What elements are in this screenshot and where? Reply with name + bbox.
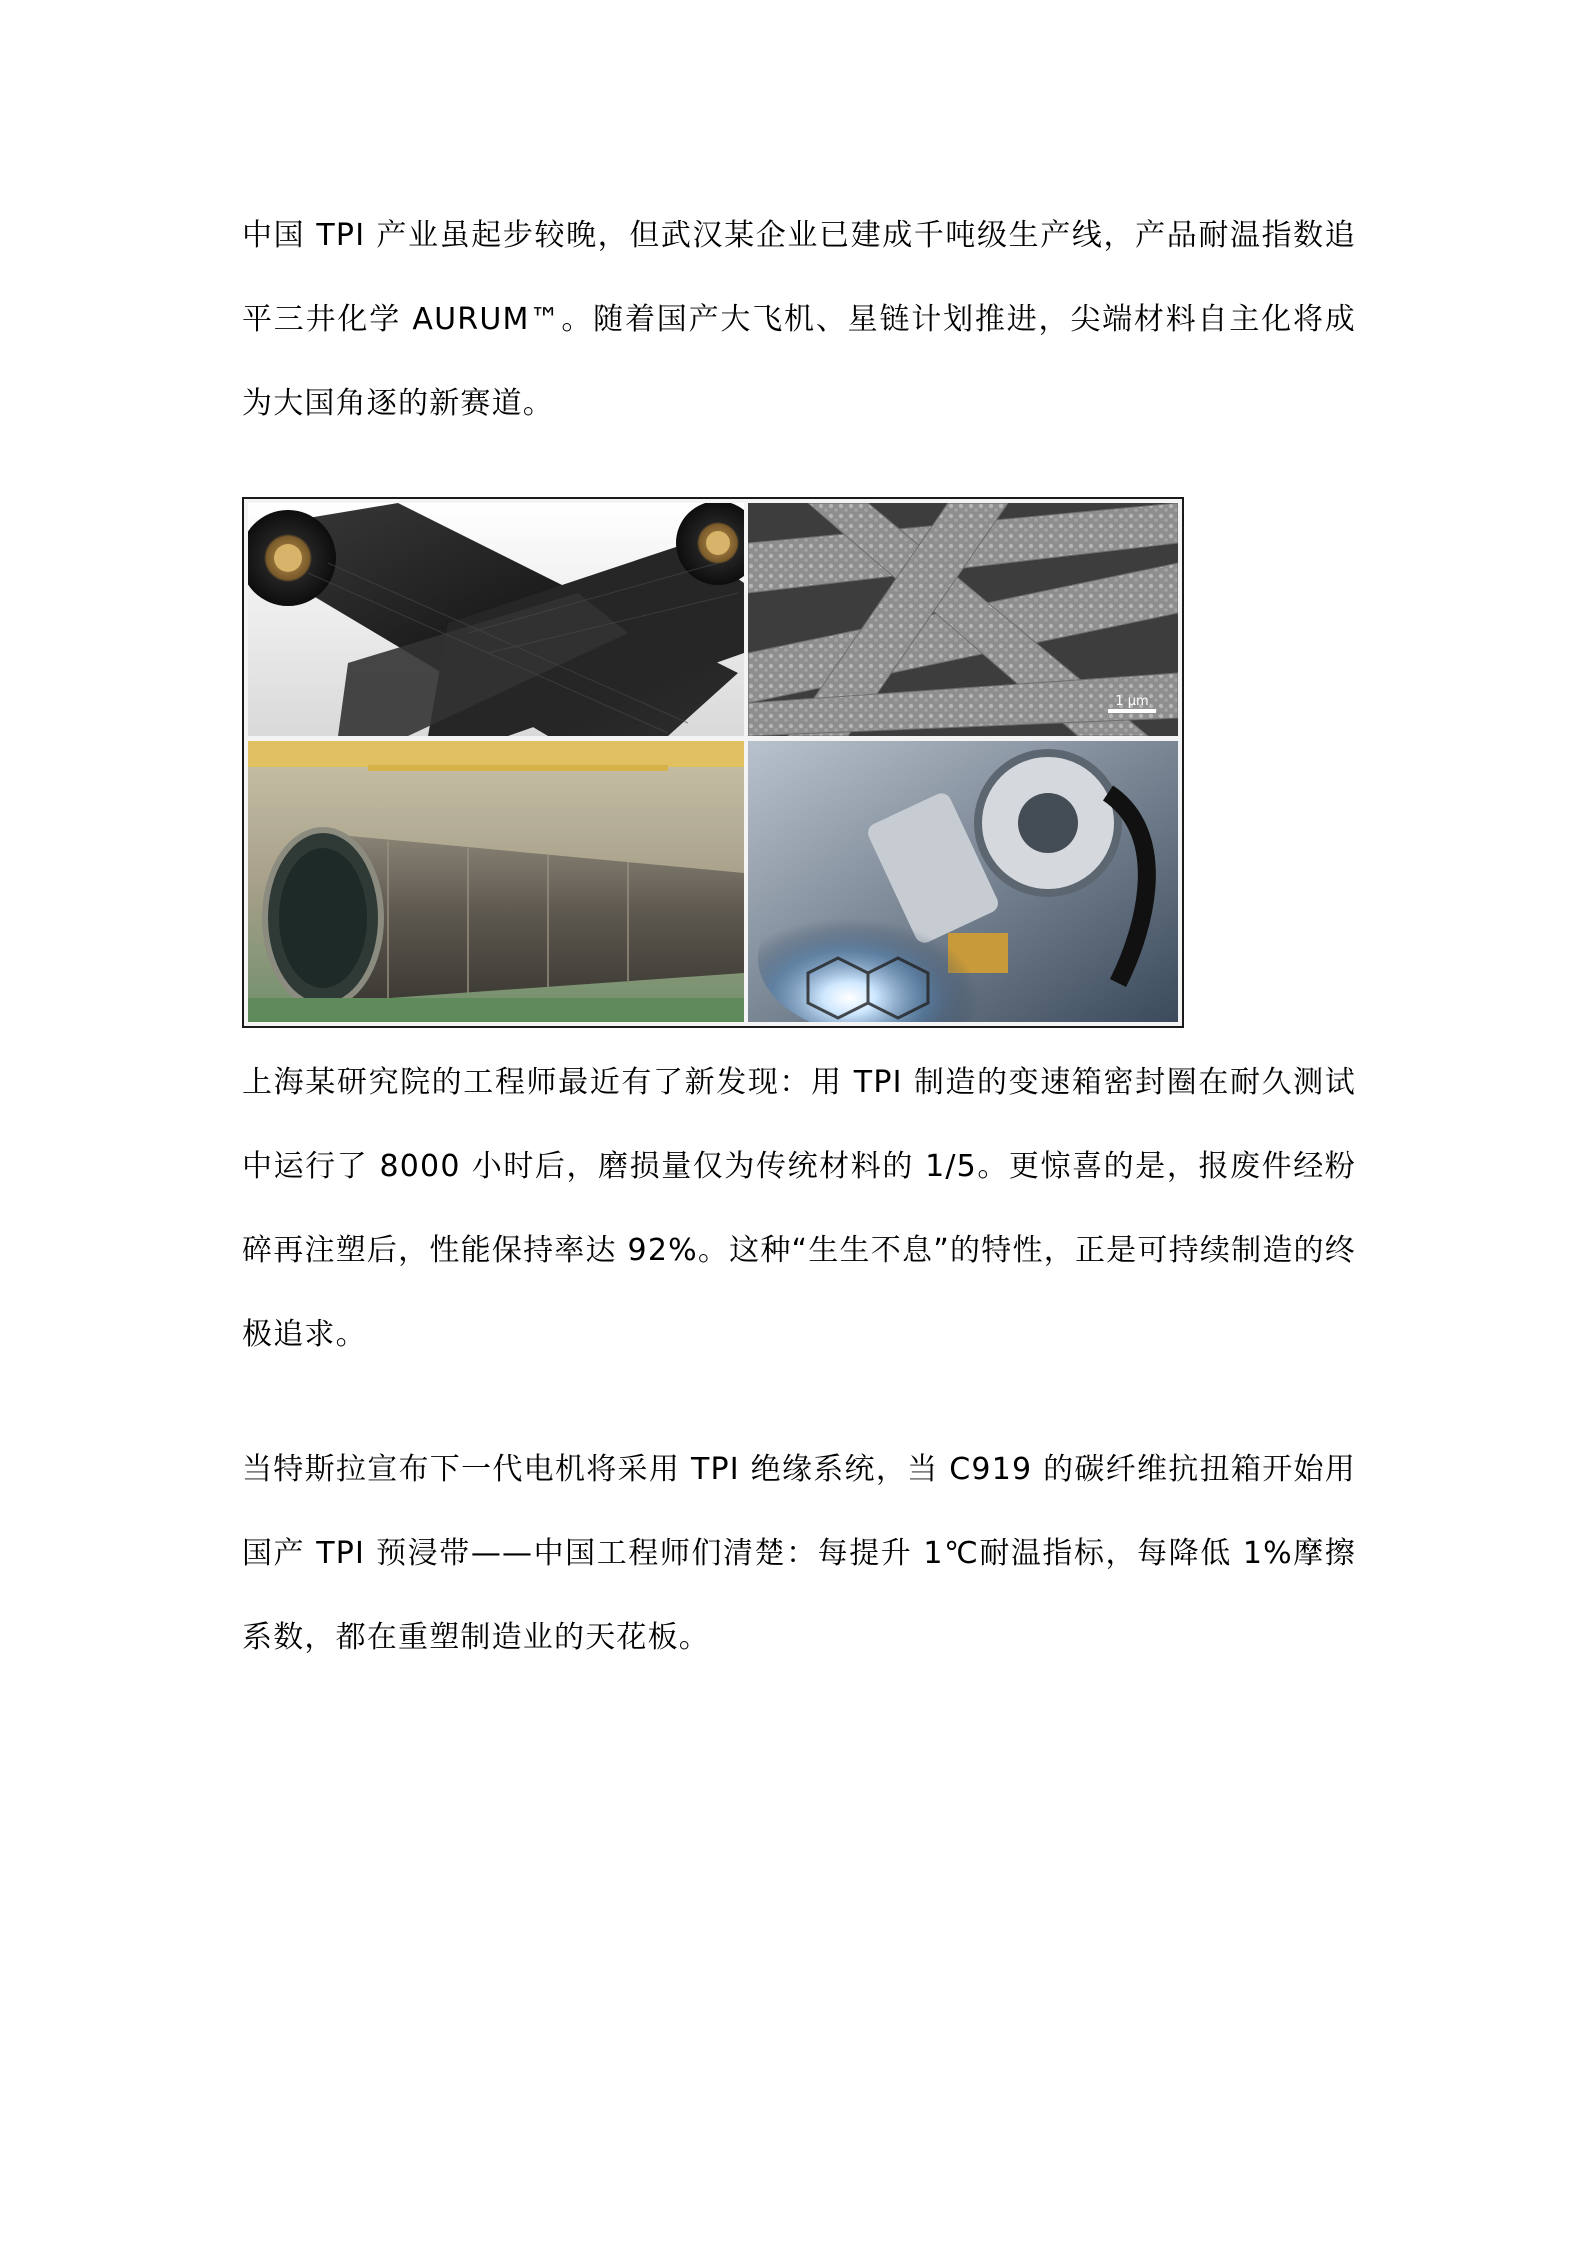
figure-collage xyxy=(248,503,1178,1022)
paragraph-3: 当特斯拉宣布下一代电机将采用 TPI 绝缘系统，当 C919 的碳纤维抗扭箱开始用国产 TPI 预浸带——中国工程师们清楚：每提升 1℃耐温指标，每降低 1%摩擦系数，都在重塑制造业的天花板。 xyxy=(242,1452,1356,1655)
composite-figure xyxy=(242,497,1184,1028)
carbon-fiber-ribbons-image xyxy=(248,503,760,736)
factory-fuselage-image xyxy=(248,741,744,1022)
paragraph-2: 上海某研究院的工程师最近有了新发现：用 TPI 制造的变速箱密封圈在耐久测试中运行了 8000 小时后，磨损量仅为传统材料的 1/5。更惊喜的是，报废件经粉碎再注塑后，性能保持率达 92%。这种“生生不息”的特性，正是可持续制造的终极追求。 xyxy=(242,1065,1356,1352)
sem-micrograph-image xyxy=(748,503,1178,736)
paragraph-1: 中国 TPI 产业虽起步较晚，但武汉某企业已建成千吨级生产线，产品耐温指数追平三井化学 AURUM™。随着国产大飞机、星链计划推进，尖端材料自主化将成为大国角逐的新赛道。 xyxy=(242,218,1356,421)
scale-bar-label: 1 μm xyxy=(1115,694,1149,709)
robotic-machinery-image xyxy=(748,741,1178,1022)
